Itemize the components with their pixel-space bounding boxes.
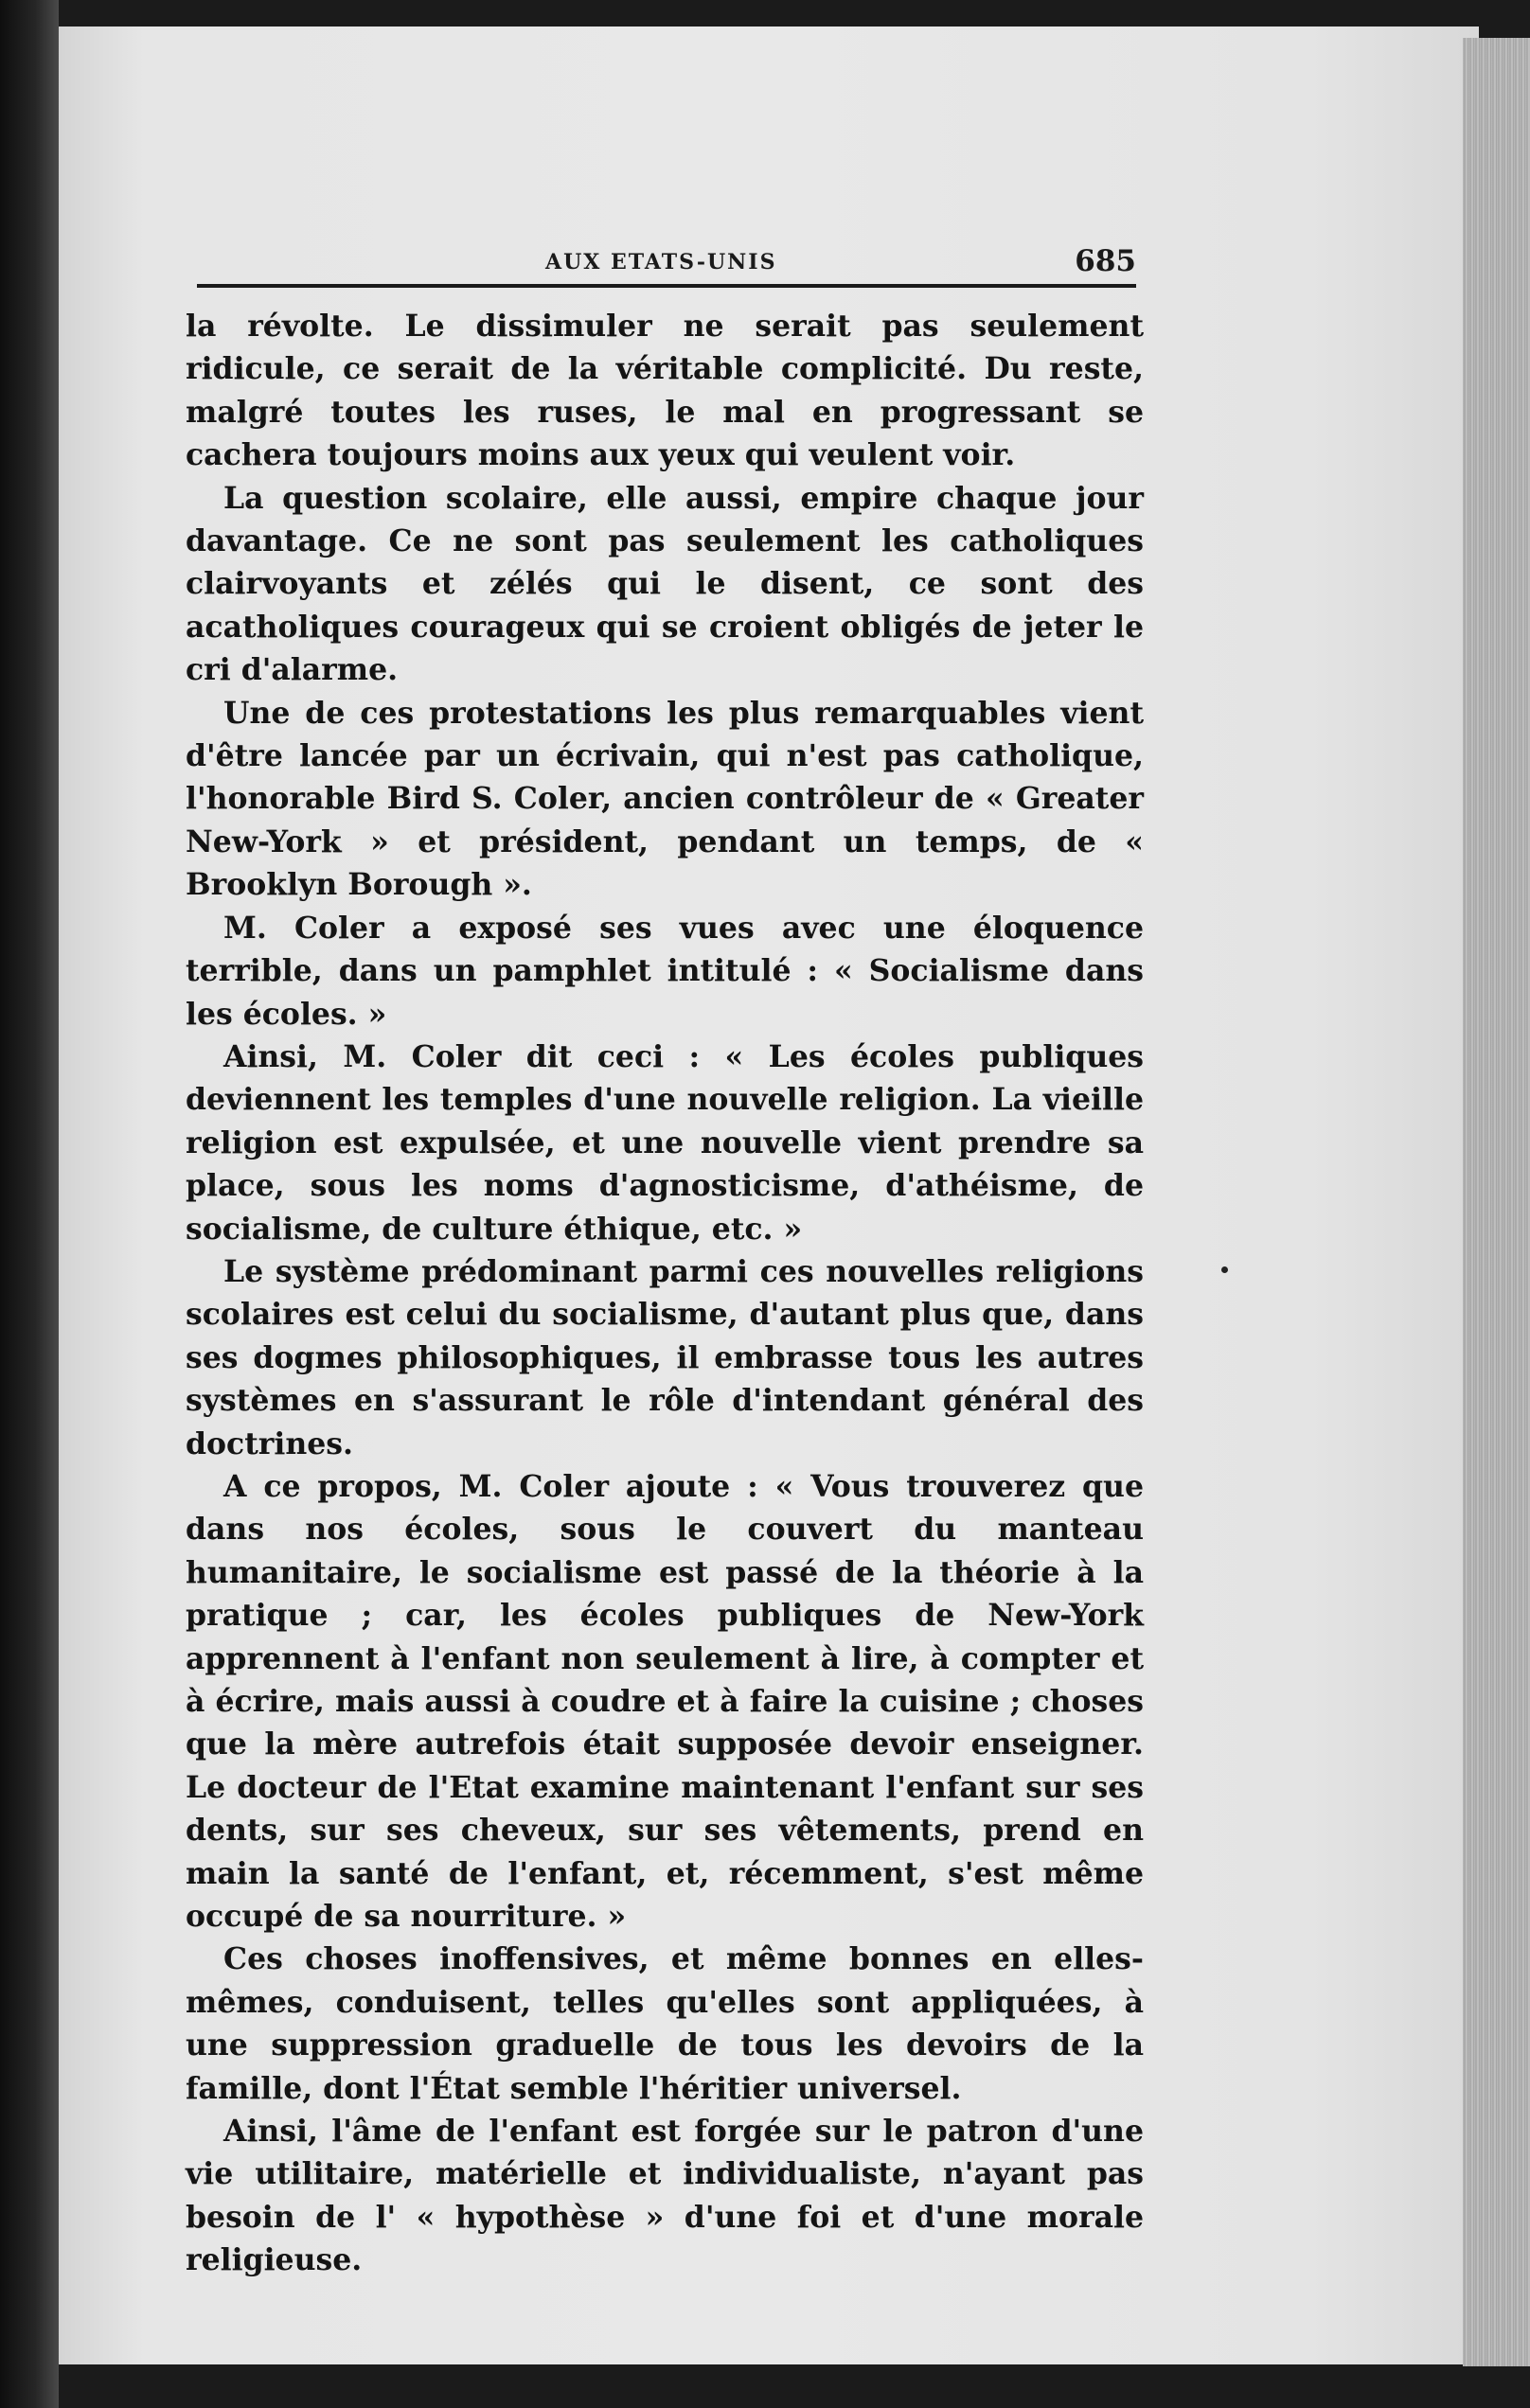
paragraph: La question scolaire, elle aussi, empire chaque jour davantage. Ce ne sont pas seulement les catholiques clairvoyants et zélés qui le disent, ce sont des acatholiques courageux qui se croient obligés de jeter le cri d'alarme. bbox=[186, 480, 1144, 688]
paragraph: Ainsi, l'âme de l'enfant est forgée sur le patron d'une vie utilitaire, matérielle et individualiste, n'ayant pas besoin de l' « hypothèse » d'une foi et d'une morale religieuse. bbox=[186, 2114, 1144, 2278]
paragraph: Ainsi, M. Coler dit ceci : « Les écoles publiques deviennent les temples d'une nouvelle religion. La vieille religion est expulsée, et une nouvelle vient prendre sa place, sous les noms d'agnosticisme, d'athéisme, de socialisme, de culture éthique, etc. » bbox=[186, 1038, 1144, 1247]
body-text bbox=[186, 305, 1144, 2282]
paragraph: Le système prédominant parmi ces nouvelles religions scolaires est celui du socialisme, d'autant plus que, dans ses dogmes philosophiques, il embrasse tous les autres systèmes en s'assurant le rôle d'intendant général des doctrines. bbox=[186, 1253, 1144, 1461]
header-rule bbox=[197, 284, 1136, 288]
page-number: 685 bbox=[1075, 244, 1136, 278]
paragraph: Une de ces protestations les plus remarquables vient d'être lancée par un écrivain, qui n'est pas catholique, l'honorable Bird S. Coler, ancien contrôleur de « Greater New-York » et président, pendant un temps, de « Brooklyn Borough ». bbox=[186, 695, 1144, 903]
paragraph: Ces choses inoffensives, et même bonnes en elles-mêmes, conduisent, telles qu'elles sont appliquées, à une suppression graduelle de tous les devoirs de la famille, dont l'État semble l'héritier universel. bbox=[186, 1941, 1144, 2106]
paragraph: la révolte. Le dissimuler ne serait pas seulement ridicule, ce serait de la véritable complicité. Du reste, malgré toutes les ruses, le mal en progressant se cachera toujours moins aux yeux qui veulent voir. bbox=[186, 309, 1144, 473]
running-header bbox=[199, 244, 1136, 286]
running-title: AUX ETATS-UNIS bbox=[545, 250, 777, 274]
page-edges bbox=[1463, 38, 1530, 2366]
paragraph: M. Coler a exposé ses vues avec une éloquence terrible, dans un pamphlet intitulé : « Socialisme dans les écoles. » bbox=[186, 910, 1144, 1032]
binding-shadow bbox=[0, 0, 59, 2408]
ink-speck bbox=[1221, 1266, 1228, 1273]
paragraph: A ce propos, M. Coler ajoute : « Vous trouverez que dans nos écoles, sous le couvert du manteau humanitaire, le socialisme est passé de la théorie à la pratique ; car, les écoles publiques de New-York apprennent à l'enfant non seulement à lire, à compter et à écrire, mais aussi à coudre et à faire la cuisine ; choses que la mère autrefois était supposée devoir enseigner. Le docteur de l'Etat examine maintenant l'enfant sur ses dents, sur ses cheveux, sur ses vêtements, prend en main la santé de l'enfant, et, récemment, s'est même occupé de sa nourriture. » bbox=[186, 1468, 1144, 1935]
